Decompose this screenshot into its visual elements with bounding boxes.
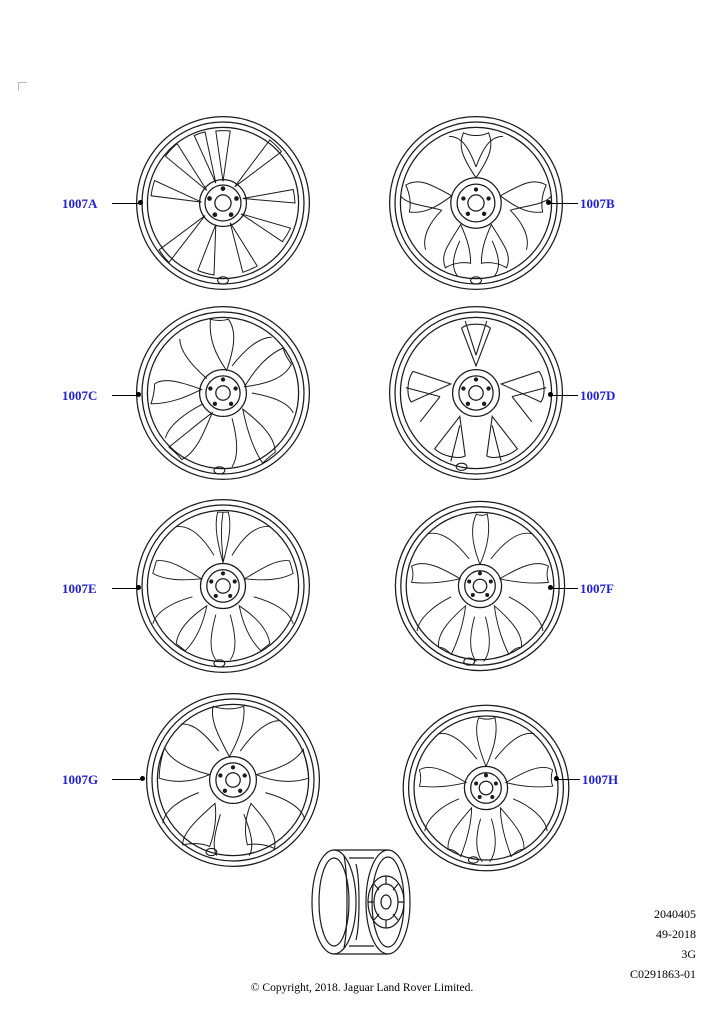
callout-1007d[interactable]: 1007D	[580, 388, 616, 403]
leader-dot-1007a	[138, 200, 143, 205]
copyright-notice: © Copyright, 2018. Jaguar Land Rover Limited.	[250, 982, 474, 994]
leader-1007a	[112, 203, 140, 204]
wheel-1007f[interactable]	[390, 496, 570, 676]
leader-1007c	[112, 395, 138, 396]
callout-1007b[interactable]: 1007B	[580, 196, 615, 211]
wheel-1007g[interactable]	[143, 690, 323, 870]
leader-1007g	[112, 779, 142, 780]
drawing-issue: 49-2018	[656, 927, 696, 941]
drawing-meta	[630, 904, 696, 984]
leader-dot-1007c	[136, 392, 141, 397]
leader-1007b	[550, 203, 578, 204]
wheel-1007c[interactable]	[133, 303, 313, 483]
callout-1007e[interactable]: 1007E	[62, 581, 97, 596]
drawing-code: 3G	[681, 947, 696, 961]
leader-1007d	[552, 395, 578, 396]
drawing-number: 2040405	[654, 907, 696, 921]
callout-1007c[interactable]: 1007C	[62, 388, 98, 403]
wheel-1007a[interactable]	[133, 113, 313, 293]
wheel-1007d[interactable]	[386, 303, 566, 483]
drawing-reference: C0291863-01	[630, 967, 696, 981]
spare-wheel-rim[interactable]	[286, 844, 436, 964]
leader-1007f	[552, 588, 578, 589]
callout-1007g[interactable]: 1007G	[62, 772, 99, 787]
leader-dot-1007e	[136, 585, 141, 590]
callout-1007f[interactable]: 1007F	[580, 581, 614, 596]
wheel-1007b[interactable]	[386, 113, 566, 293]
registration-mark	[18, 82, 27, 91]
callout-1007a[interactable]: 1007A	[62, 196, 98, 211]
wheel-1007e[interactable]	[133, 496, 313, 676]
leader-1007h	[558, 779, 580, 780]
leader-1007e	[112, 588, 138, 589]
leader-dot-1007g	[140, 776, 145, 781]
callout-1007h[interactable]: 1007H	[582, 772, 619, 787]
